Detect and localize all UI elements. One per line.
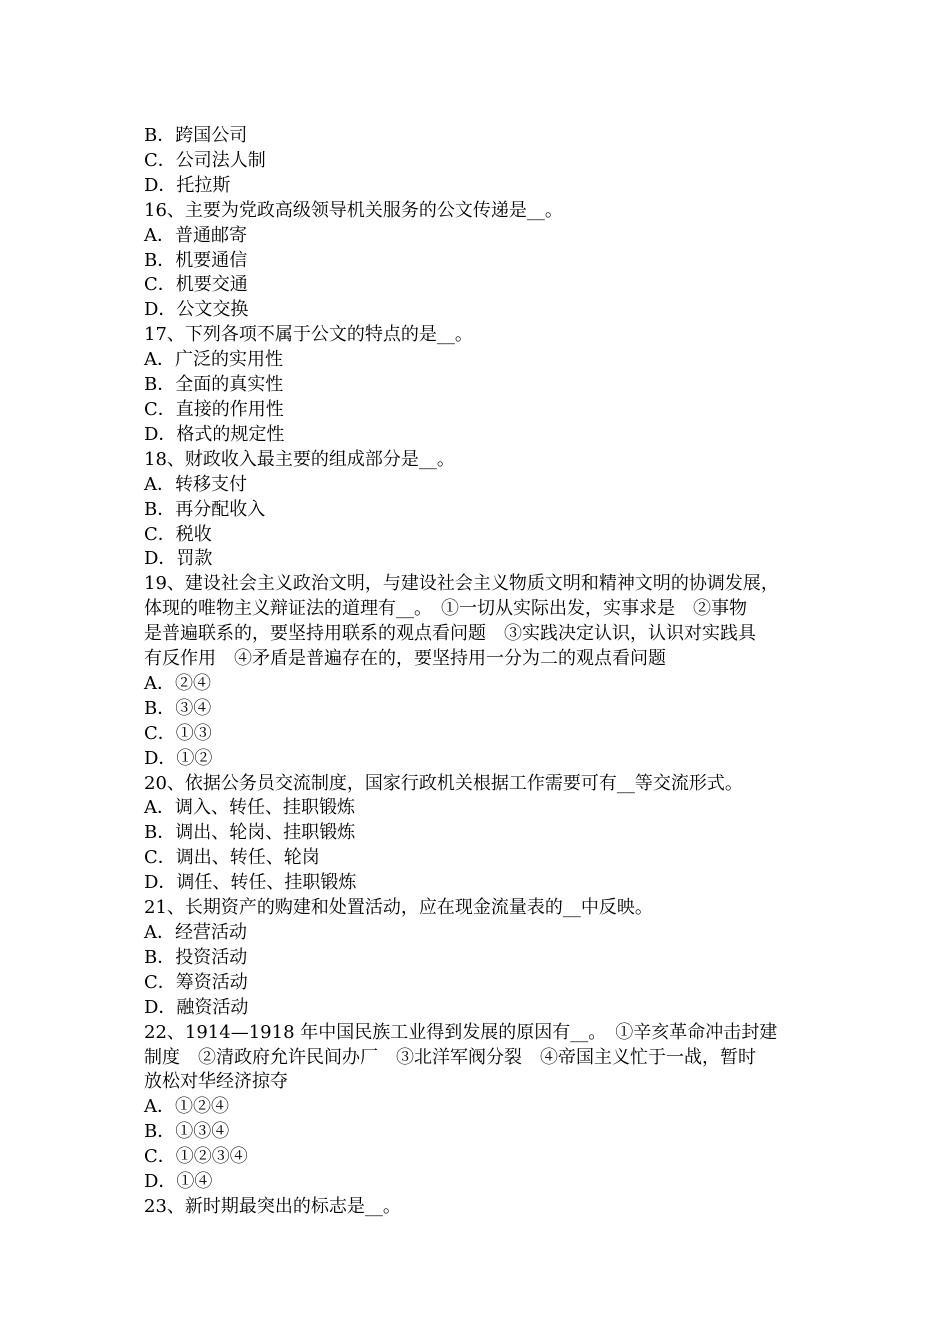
option: A．普通邮寄 [144, 224, 247, 246]
option: D．调任、转任、挂职锻炼 [144, 872, 357, 894]
option: B．①③④ [144, 1121, 230, 1143]
question-17 [144, 323, 816, 448]
option: B．机要通信 [144, 249, 248, 271]
option: B．调出、轮岗、挂职锻炼 [144, 822, 356, 844]
option: B．全面的真实性 [144, 374, 284, 396]
option: D．罚款 [144, 548, 213, 570]
option: C．机要交通 [144, 274, 248, 296]
option: C．①③ [144, 722, 212, 744]
question-text-line: 19、建设社会主义政治文明，与建设社会主义物质文明和精神文明的协调发展， [144, 573, 779, 595]
option: A．①②④ [144, 1096, 229, 1118]
document-page [144, 124, 816, 1220]
option: D．融资活动 [144, 996, 249, 1018]
question-16 [144, 199, 816, 324]
option: A．广泛的实用性 [144, 349, 283, 371]
question-text-line: 22、1914—1918 年中国民族工业得到发展的原因有__。 ①辛亥革命冲击封建 [144, 1021, 778, 1043]
question-text: 17、下列各项不属于公文的特点的是__。 [144, 324, 473, 346]
option: C．①②③④ [144, 1146, 248, 1168]
option: B．跨国公司 [144, 125, 248, 146]
question-text: 18、财政收入最主要的组成部分是__。 [144, 448, 455, 470]
option: A．调入、转任、挂职锻炼 [144, 797, 355, 819]
question-19 [144, 572, 816, 771]
question-text: 20、依据公务员交流制度，国家行政机关根据工作需要可有__等交流形式。 [144, 772, 743, 794]
option: D．格式的规定性 [144, 423, 285, 445]
option: C．直接的作用性 [144, 398, 284, 420]
question-text-line: 是普遍联系的，要坚持用联系的观点看问题 ③实践决定认识，认识对实践具 [144, 623, 756, 645]
question-text: 21、长期资产的购建和处置活动，应在现金流量表的__中反映。 [144, 897, 653, 919]
question-text: 16、主要为党政高级领导机关服务的公文传递是__。 [144, 199, 563, 221]
option: A．②④ [144, 672, 211, 694]
option: D．公文交换 [144, 299, 249, 321]
question-text-line: 体现的唯物主义辩证法的道理有__。 ①一切从实际出发，实事求是 ②事物 [144, 598, 747, 620]
question-20 [144, 772, 816, 897]
question-text-line: 有反作用 ④矛盾是普遍存在的，要坚持用一分为二的观点看问题 [144, 648, 666, 670]
option: C．公司法人制 [144, 149, 266, 171]
option: D．①② [144, 747, 213, 769]
option: A．转移支付 [144, 473, 247, 495]
question-text-line: 放松对华经济掠夺 [144, 1071, 288, 1093]
question-18 [144, 448, 816, 573]
option: C．税收 [144, 523, 212, 545]
option: B．再分配收入 [144, 498, 266, 520]
option: B．③④ [144, 697, 212, 719]
option: C．筹资活动 [144, 971, 248, 993]
question-21 [144, 896, 816, 1021]
option: A．经营活动 [144, 922, 247, 943]
question-text-line: 制度 ②清政府允许民间办厂 ③北洋军阀分裂 ④帝国主义忙于一战，暂时 [144, 1046, 756, 1068]
question-23 [144, 1195, 816, 1220]
question-22 [144, 1021, 816, 1195]
option: D．①④ [144, 1171, 213, 1193]
leading-options [144, 124, 816, 199]
option: D．托拉斯 [144, 174, 231, 196]
option: C．调出、转任、轮岗 [144, 847, 320, 869]
question-text: 23、新时期最突出的标志是__。 [144, 1195, 401, 1217]
option: B．投资活动 [144, 946, 248, 968]
